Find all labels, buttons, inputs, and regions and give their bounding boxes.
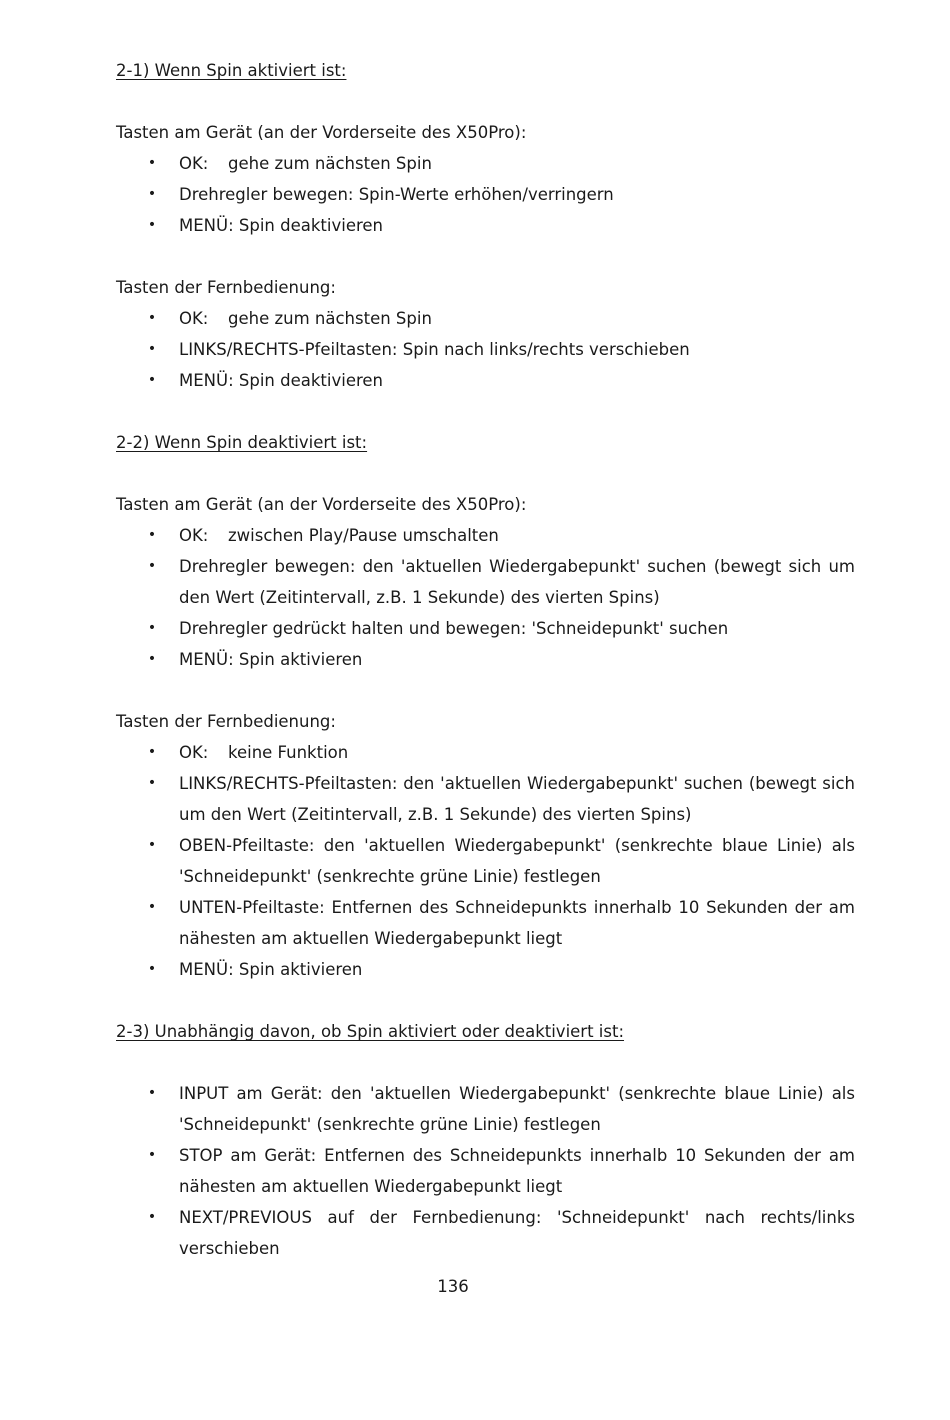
bullet-icon: • <box>147 651 157 667</box>
page-number: 136 <box>437 1277 469 1296</box>
list-item-text: Drehregler gedrückt halten und bewegen: 'Schneidepunkt' suchen <box>179 619 729 638</box>
remote-keys-intro: Tasten der Fernbedienung: <box>116 712 336 731</box>
bullet-icon: • <box>147 899 157 915</box>
list-item-text: Drehregler bewegen: den 'aktuellen Wiedergabepunkt' suchen (bewegt sich um den Wert (Zeitintervall, z.B. 1 Sekunde) des vierten Spins) <box>179 557 855 607</box>
list-item-text: MENÜ: Spin aktivieren <box>179 960 363 979</box>
bullet-icon: • <box>147 217 157 233</box>
list-item <box>116 334 855 365</box>
device-keys-intro: Tasten am Gerät (an der Vorderseite des X50Pro): <box>116 495 527 514</box>
list-item-text: gehe zum nächsten Spin <box>228 154 432 173</box>
list-item-text: MENÜ: Spin deaktivieren <box>179 216 383 235</box>
bullet-icon: • <box>147 1147 157 1163</box>
key-label: OK: <box>179 154 209 173</box>
list-item-text: NEXT/PREVIOUS auf der Fernbedienung: 'Schneidepunkt' nach rechts/links verschieben <box>179 1208 855 1258</box>
bullet-icon: • <box>147 558 157 574</box>
list-item-text: OBEN-Pfeiltaste: den 'aktuellen Wiedergabepunkt' (senkrechte blaue Linie) als 'Schneidepunkt' (senkrechte grüne Linie) festlegen <box>179 836 855 886</box>
bullet-icon: • <box>147 744 157 760</box>
list-item-text: gehe zum nächsten Spin <box>228 309 432 328</box>
list-item-text: UNTEN-Pfeiltaste: Entfernen des Schneidepunkts innerhalb 10 Sekunden der am nähesten am aktuellen Wiedergabepunkt liegt <box>179 898 855 948</box>
bullet-icon: • <box>147 1209 157 1225</box>
bullet-icon: • <box>147 961 157 977</box>
device-keys-list <box>116 148 855 241</box>
general-keys-list <box>116 1078 855 1264</box>
list-item <box>116 1078 855 1140</box>
list-item-text: MENÜ: Spin deaktivieren <box>179 371 383 390</box>
list-item <box>116 148 855 179</box>
bullet-icon: • <box>147 186 157 202</box>
list-item <box>116 737 855 768</box>
bullet-icon: • <box>147 372 157 388</box>
list-item <box>116 644 855 675</box>
list-item <box>116 768 855 830</box>
bullet-icon: • <box>147 1085 157 1101</box>
document-page <box>116 55 855 1264</box>
section-heading-2-1: 2-1) Wenn Spin aktiviert ist: <box>116 61 347 80</box>
bullet-icon: • <box>147 775 157 791</box>
list-item-text: LINKS/RECHTS-Pfeiltasten: den 'aktuellen Wiedergabepunkt' suchen (bewegt sich um den Wert (Zeitintervall, z.B. 1 Sekunde) des vierten Spins) <box>179 774 855 824</box>
bullet-icon: • <box>147 310 157 326</box>
bullet-icon: • <box>147 620 157 636</box>
list-item <box>116 1140 855 1202</box>
list-item <box>116 520 855 551</box>
list-item-text: keine Funktion <box>228 743 349 762</box>
list-item-text: Drehregler bewegen: Spin-Werte erhöhen/verringern <box>179 185 614 204</box>
device-keys-list <box>116 520 855 675</box>
remote-keys-intro: Tasten der Fernbedienung: <box>116 278 336 297</box>
remote-keys-list <box>116 737 855 985</box>
bullet-icon: • <box>147 527 157 543</box>
device-keys-intro: Tasten am Gerät (an der Vorderseite des X50Pro): <box>116 123 527 142</box>
key-label: OK: <box>179 743 209 762</box>
list-item <box>116 210 855 241</box>
list-item-text: STOP am Gerät: Entfernen des Schneidepunkts innerhalb 10 Sekunden der am nähesten am aktuellen Wiedergabepunkt liegt <box>179 1146 855 1196</box>
list-item <box>116 954 855 985</box>
bullet-icon: • <box>147 155 157 171</box>
list-item <box>116 892 855 954</box>
remote-keys-list <box>116 303 855 396</box>
list-item-text: INPUT am Gerät: den 'aktuellen Wiedergabepunkt' (senkrechte blaue Linie) als 'Schneidepunkt' (senkrechte grüne Linie) festlegen <box>179 1084 855 1134</box>
list-item-text: zwischen Play/Pause umschalten <box>228 526 499 545</box>
list-item <box>116 303 855 334</box>
bullet-icon: • <box>147 837 157 853</box>
section-heading-2-3: 2-3) Unabhängig davon, ob Spin aktiviert oder deaktiviert ist: <box>116 1022 625 1041</box>
list-item <box>116 1202 855 1264</box>
list-item <box>116 613 855 644</box>
list-item-text: LINKS/RECHTS-Pfeiltasten: Spin nach links/rechts verschieben <box>179 340 690 359</box>
list-item <box>116 551 855 613</box>
key-label: OK: <box>179 309 209 328</box>
key-label: OK: <box>179 526 209 545</box>
bullet-icon: • <box>147 341 157 357</box>
section-heading-2-2: 2-2) Wenn Spin deaktiviert ist: <box>116 433 368 452</box>
list-item <box>116 830 855 892</box>
list-item <box>116 365 855 396</box>
list-item-text: MENÜ: Spin aktivieren <box>179 650 363 669</box>
list-item <box>116 179 855 210</box>
